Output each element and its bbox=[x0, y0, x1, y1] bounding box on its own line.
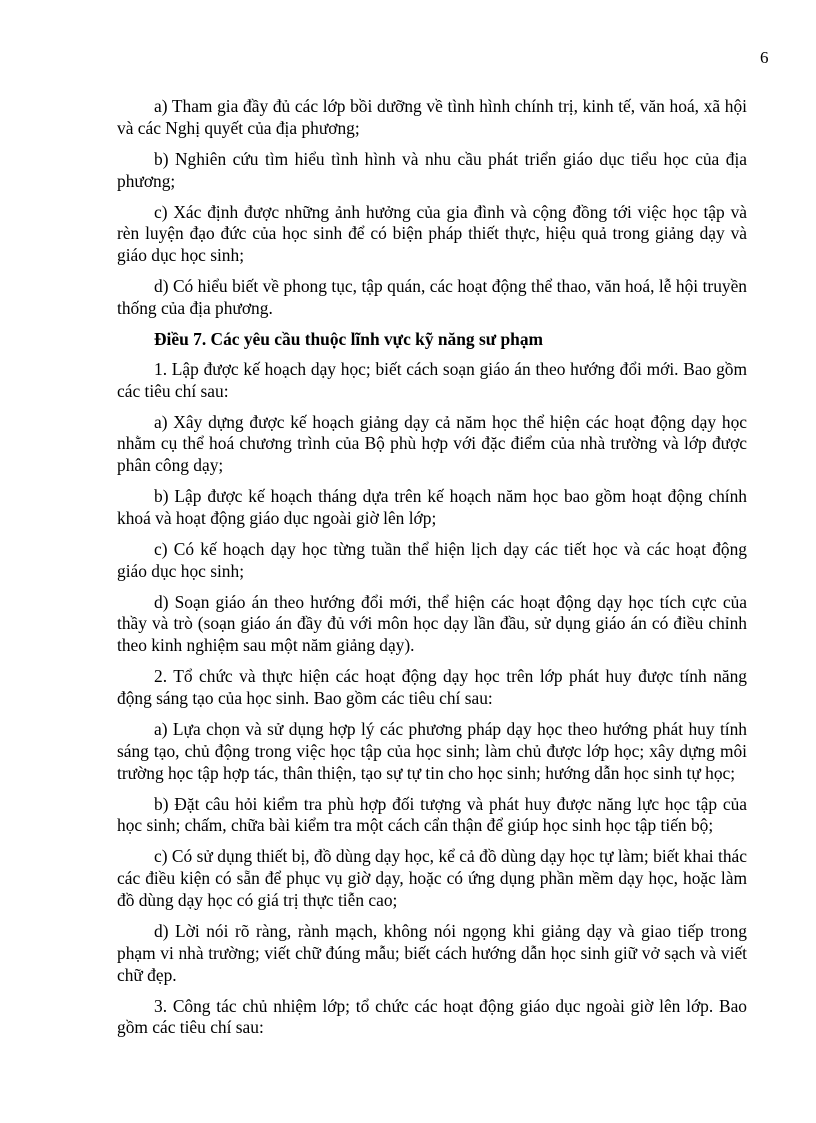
criterion-2: 2. Tổ chức và thực hiện các hoạt động dạy học trên lớp phát huy được tính năng động sáng tạo của học sinh. Bao gồm các tiêu chí sau: bbox=[117, 666, 747, 709]
criterion-1c: c) Có kế hoạch dạy học từng tuần thể hiện lịch dạy các tiết học và các hoạt động giáo dục học sinh; bbox=[117, 538, 747, 581]
criterion-2c: c) Có sử dụng thiết bị, đồ dùng dạy học, kể cả đồ dùng dạy học tự làm; biết khai thác các điều kiện có sẵn để phục vụ giờ dạy, hoặc có ứng dụng phần mềm dạy học, hoặc làm đồ dùng dạy học có giá trị thực tiễn cao; bbox=[117, 846, 747, 910]
document-body bbox=[117, 96, 747, 1048]
criterion-1a: a) Xây dựng được kế hoạch giảng dạy cả năm học thể hiện các hoạt động dạy học nhằm cụ thể hoá chương trình của Bộ phù hợp với đặc điểm của nhà trường và lớp được phân công dạy; bbox=[117, 411, 747, 476]
criterion-3: 3. Công tác chủ nhiệm lớp; tổ chức các hoạt động giáo dục ngoài giờ lên lớp. Bao gồm các tiêu chí sau: bbox=[117, 995, 747, 1038]
criterion-2a: a) Lựa chọn và sử dụng hợp lý các phương pháp dạy học theo hướng phát huy tính sáng tạo, chủ động trong việc học tập của học sinh; làm chủ được lớp học; xây dựng môi trường học tập hợp tác, thân thiện, tạo sự tự tin cho học sinh; hướng dẫn học sinh tự học; bbox=[117, 719, 747, 783]
criterion-1b: b) Lập được kế hoạch tháng dựa trên kế hoạch năm học bao gồm hoạt động chính khoá và hoạt động giáo dục ngoài giờ lên lớp; bbox=[117, 486, 747, 528]
article-7-heading: Điều 7. Các yêu cầu thuộc lĩnh vực kỹ năng sư phạm bbox=[154, 328, 544, 349]
paragraph-6c: c) Xác định được những ảnh hưởng của gia đình và cộng đồng tới việc học tập và rèn luyện đạo đức của học sinh để có biện pháp thiết thực, hiệu quả trong giảng dạy và giáo dục học sinh; bbox=[117, 201, 747, 266]
paragraph-6d: d) Có hiểu biết về phong tục, tập quán, các hoạt động thể thao, văn hoá, lễ hội truyền thống của địa phương. bbox=[117, 276, 747, 318]
paragraph-6b: b) Nghiên cứu tìm hiểu tình hình và nhu cầu phát triển giáo dục tiểu học của địa phương; bbox=[117, 148, 747, 191]
paragraph-6a: a) Tham gia đầy đủ các lớp bồi dưỡng về tình hình chính trị, kinh tế, văn hoá, xã hội và các Nghị quyết của địa phương; bbox=[117, 96, 747, 138]
criterion-1d: d) Soạn giáo án theo hướng đổi mới, thể hiện các hoạt động dạy học tích cực của thầy và trò (soạn giáo án đầy đủ với môn học dạy lần đầu, sử dụng giáo án có điều chỉnh theo kinh nghiệm sau một năm giảng dạy). bbox=[117, 591, 747, 656]
page-number: 6 bbox=[760, 48, 769, 67]
criterion-1: 1. Lập được kế hoạch dạy học; biết cách soạn giáo án theo hướng đổi mới. Bao gồm các tiêu chí sau: bbox=[117, 358, 747, 401]
criterion-2b: b) Đặt câu hỏi kiểm tra phù hợp đối tượng và phát huy được năng lực học tập của học sinh; chấm, chữa bài kiểm tra một cách cẩn thận để giúp học sinh học tập tiến bộ; bbox=[117, 793, 747, 836]
criterion-2d: d) Lời nói rõ ràng, rành mạch, không nói ngọng khi giảng dạy và giao tiếp trong phạm vi nhà trường; viết chữ đúng mẫu; biết cách hướng dẫn học sinh giữ vở sạch và viết chữ đẹp. bbox=[117, 920, 747, 985]
